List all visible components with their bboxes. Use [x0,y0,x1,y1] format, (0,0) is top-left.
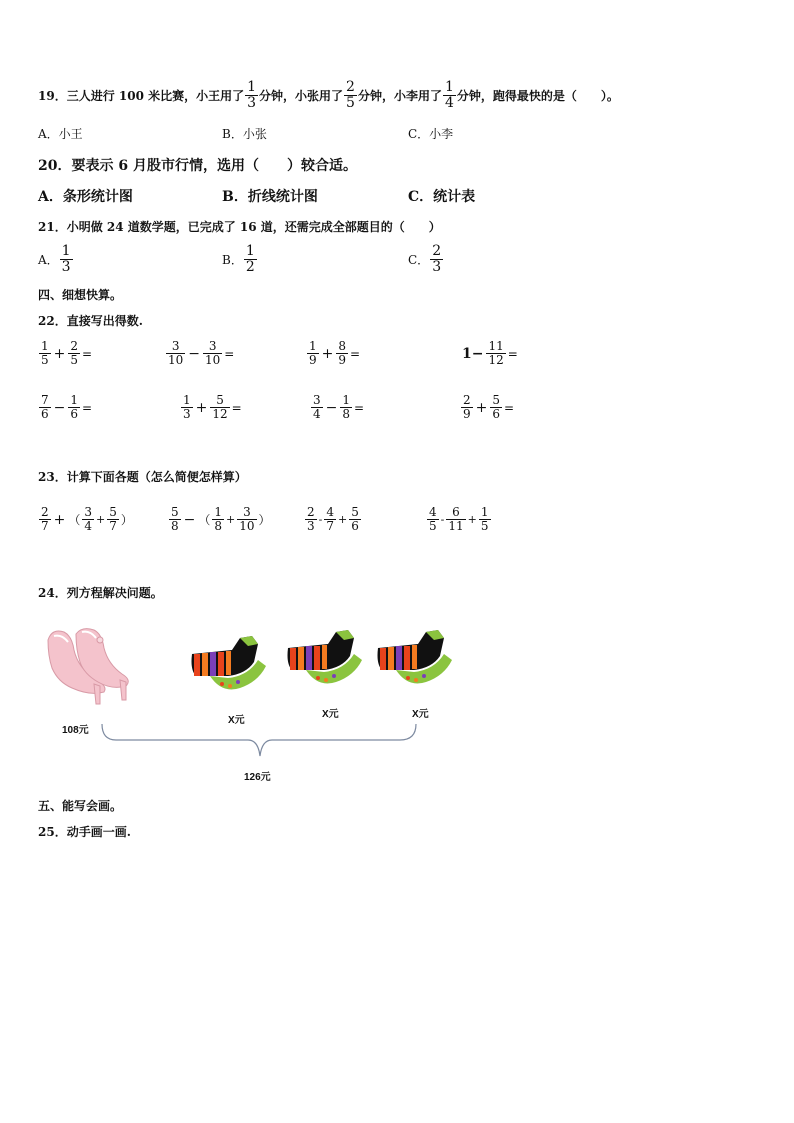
fraction: $\frac{1}{8}$ [214,505,223,533]
fraction: $\frac{2}{3}$ [307,505,315,533]
shoe-price-label: 108元 [62,725,89,736]
q22-expr-1: $\frac{1}{5}$ + $\frac{2}{5}$ = [41,339,93,367]
q25-title: 25．动手画一画. [38,825,131,839]
fraction: $\frac{6}{11}$ [448,505,464,533]
q21-stem: 21．小明做 24 道数学题，已完成了 16 道，还需完成全部题目的（ ） [38,220,441,234]
socks-image-3 [374,626,456,688]
fraction: $\frac{2}{3}$ [432,243,442,275]
fraction: $\frac{5}{6}$ [492,393,501,421]
q22-title: 22．直接写出得数. [38,314,143,328]
fraction: $\frac{5}{7}$ [109,505,117,533]
q23-expr-1: $\frac{2}{7}$ + （ $\frac{3}{4}$ + $\frac{5}{7}$ ） [41,505,133,533]
fraction: $\frac{2}{9}$ [463,393,471,421]
q21-option-a[interactable]: A． $\frac{1}{3}$ [38,243,71,275]
sock-price-label-3: X元 [412,709,429,720]
fraction: $\frac{1}{5}$ [41,339,49,367]
fraction: $\frac{1}{5}$ [480,505,489,533]
fraction: $\frac{2}{5}$ [70,339,79,367]
q22-expr-3: $\frac{1}{9}$ + $\frac{8}{9}$ = [309,339,361,367]
q20-option-c[interactable]: C．统计表 [408,189,476,205]
q19-option-c[interactable]: C．小李 [408,127,454,141]
fraction: $\frac{5}{12}$ [212,393,228,421]
fraction: $\frac{4}{5}$ [429,505,437,533]
q24-title: 24．列方程解决问题。 [38,586,163,600]
fraction: $\frac{1}{9}$ [309,339,317,367]
q23-expr-4: $\frac{4}{5}$ - $\frac{6}{11}$ + $\frac{1}{5}$ [429,505,489,533]
q21-option-b[interactable]: B． $\frac{1}{2}$ [222,243,255,275]
fraction: $\frac{2}{7}$ [41,505,49,533]
fraction: $\frac{1}{3}$ [183,393,191,421]
fraction: $\frac{11}{12}$ [488,339,504,367]
q22-expr-5: $\frac{7}{6}$ − $\frac{1}{6}$ = [41,393,93,421]
fraction: $\frac{5}{8}$ [171,505,179,533]
fraction: $\frac{4}{7}$ [326,505,334,533]
q20-stem: 20．要表示 6 月股市行情，选用（ ）较合适。 [38,158,357,174]
section-5-heading: 五、能写会画。 [38,799,123,813]
socks-image-1 [188,632,270,694]
fraction: $\frac{7}{6}$ [41,393,49,421]
fraction: $\frac{3}{10}$ [239,505,255,533]
total-brace [100,722,420,768]
q22-expr-4: 1− $\frac{11}{12}$ = [462,339,518,367]
fraction: $\frac{3}{4}$ [313,393,321,421]
q22-expr-8: $\frac{2}{9}$ + $\frac{5}{6}$ = [463,393,515,421]
q20-option-b[interactable]: B．折线统计图 [222,189,318,205]
fraction: $\frac{2}{5}$ [346,79,355,111]
fraction: $\frac{5}{6}$ [351,505,359,533]
q23-expr-2: $\frac{5}{8}$ − （ $\frac{1}{8}$ + $\frac{3}{10}$ ） [171,505,271,533]
q20-option-a[interactable]: A．条形统计图 [38,189,133,205]
section-4-heading: 四、细想快算。 [38,288,123,302]
high-heel-shoes-image [38,620,134,710]
total-price-label: 126元 [244,772,271,783]
q23-title: 23．计算下面各题（怎么简便怎样算） [38,470,247,484]
sock-price-label-1: X元 [228,715,245,726]
fraction: $\frac{1}{4}$ [444,79,454,111]
fraction: $\frac{3}{10}$ [205,339,221,367]
q19-option-a[interactable]: A．小王 [38,127,83,141]
fraction: $\frac{1}{8}$ [342,393,351,421]
fraction: $\frac{3}{10}$ [168,339,184,367]
q19-option-b[interactable]: B．小张 [222,127,267,141]
sock-price-label-2: X元 [322,709,339,720]
fraction: $\frac{1}{2}$ [245,243,255,275]
q23-expr-3: $\frac{2}{3}$ - $\frac{4}{7}$ + $\frac{5}{6}$ [307,505,359,533]
q21-option-c[interactable]: C． $\frac{2}{3}$ [408,243,442,275]
fraction: $\frac{1}{3}$ [61,243,71,275]
fraction: $\frac{1}{3}$ [247,79,257,111]
fraction: $\frac{1}{6}$ [70,393,79,421]
q19-stem: 19．三人进行 100 米比赛，小王用了 $\frac{1}{3}$ 分钟，小张用了 $\frac{2}{5}$ 分钟，小李用了 $\frac{1}{4}$ 分钟，跑得最快的是（ ）。 [38,79,619,111]
socks-image-2 [284,626,366,688]
q22-expr-6: $\frac{1}{3}$ + $\frac{5}{12}$ = [183,393,242,421]
fraction: $\frac{3}{4}$ [84,505,93,533]
fraction: $\frac{8}{9}$ [338,339,347,367]
q22-expr-2: $\frac{3}{10}$ − $\frac{3}{10}$ = [168,339,235,367]
q22-expr-7: $\frac{3}{4}$ − $\frac{1}{8}$ = [313,393,365,421]
